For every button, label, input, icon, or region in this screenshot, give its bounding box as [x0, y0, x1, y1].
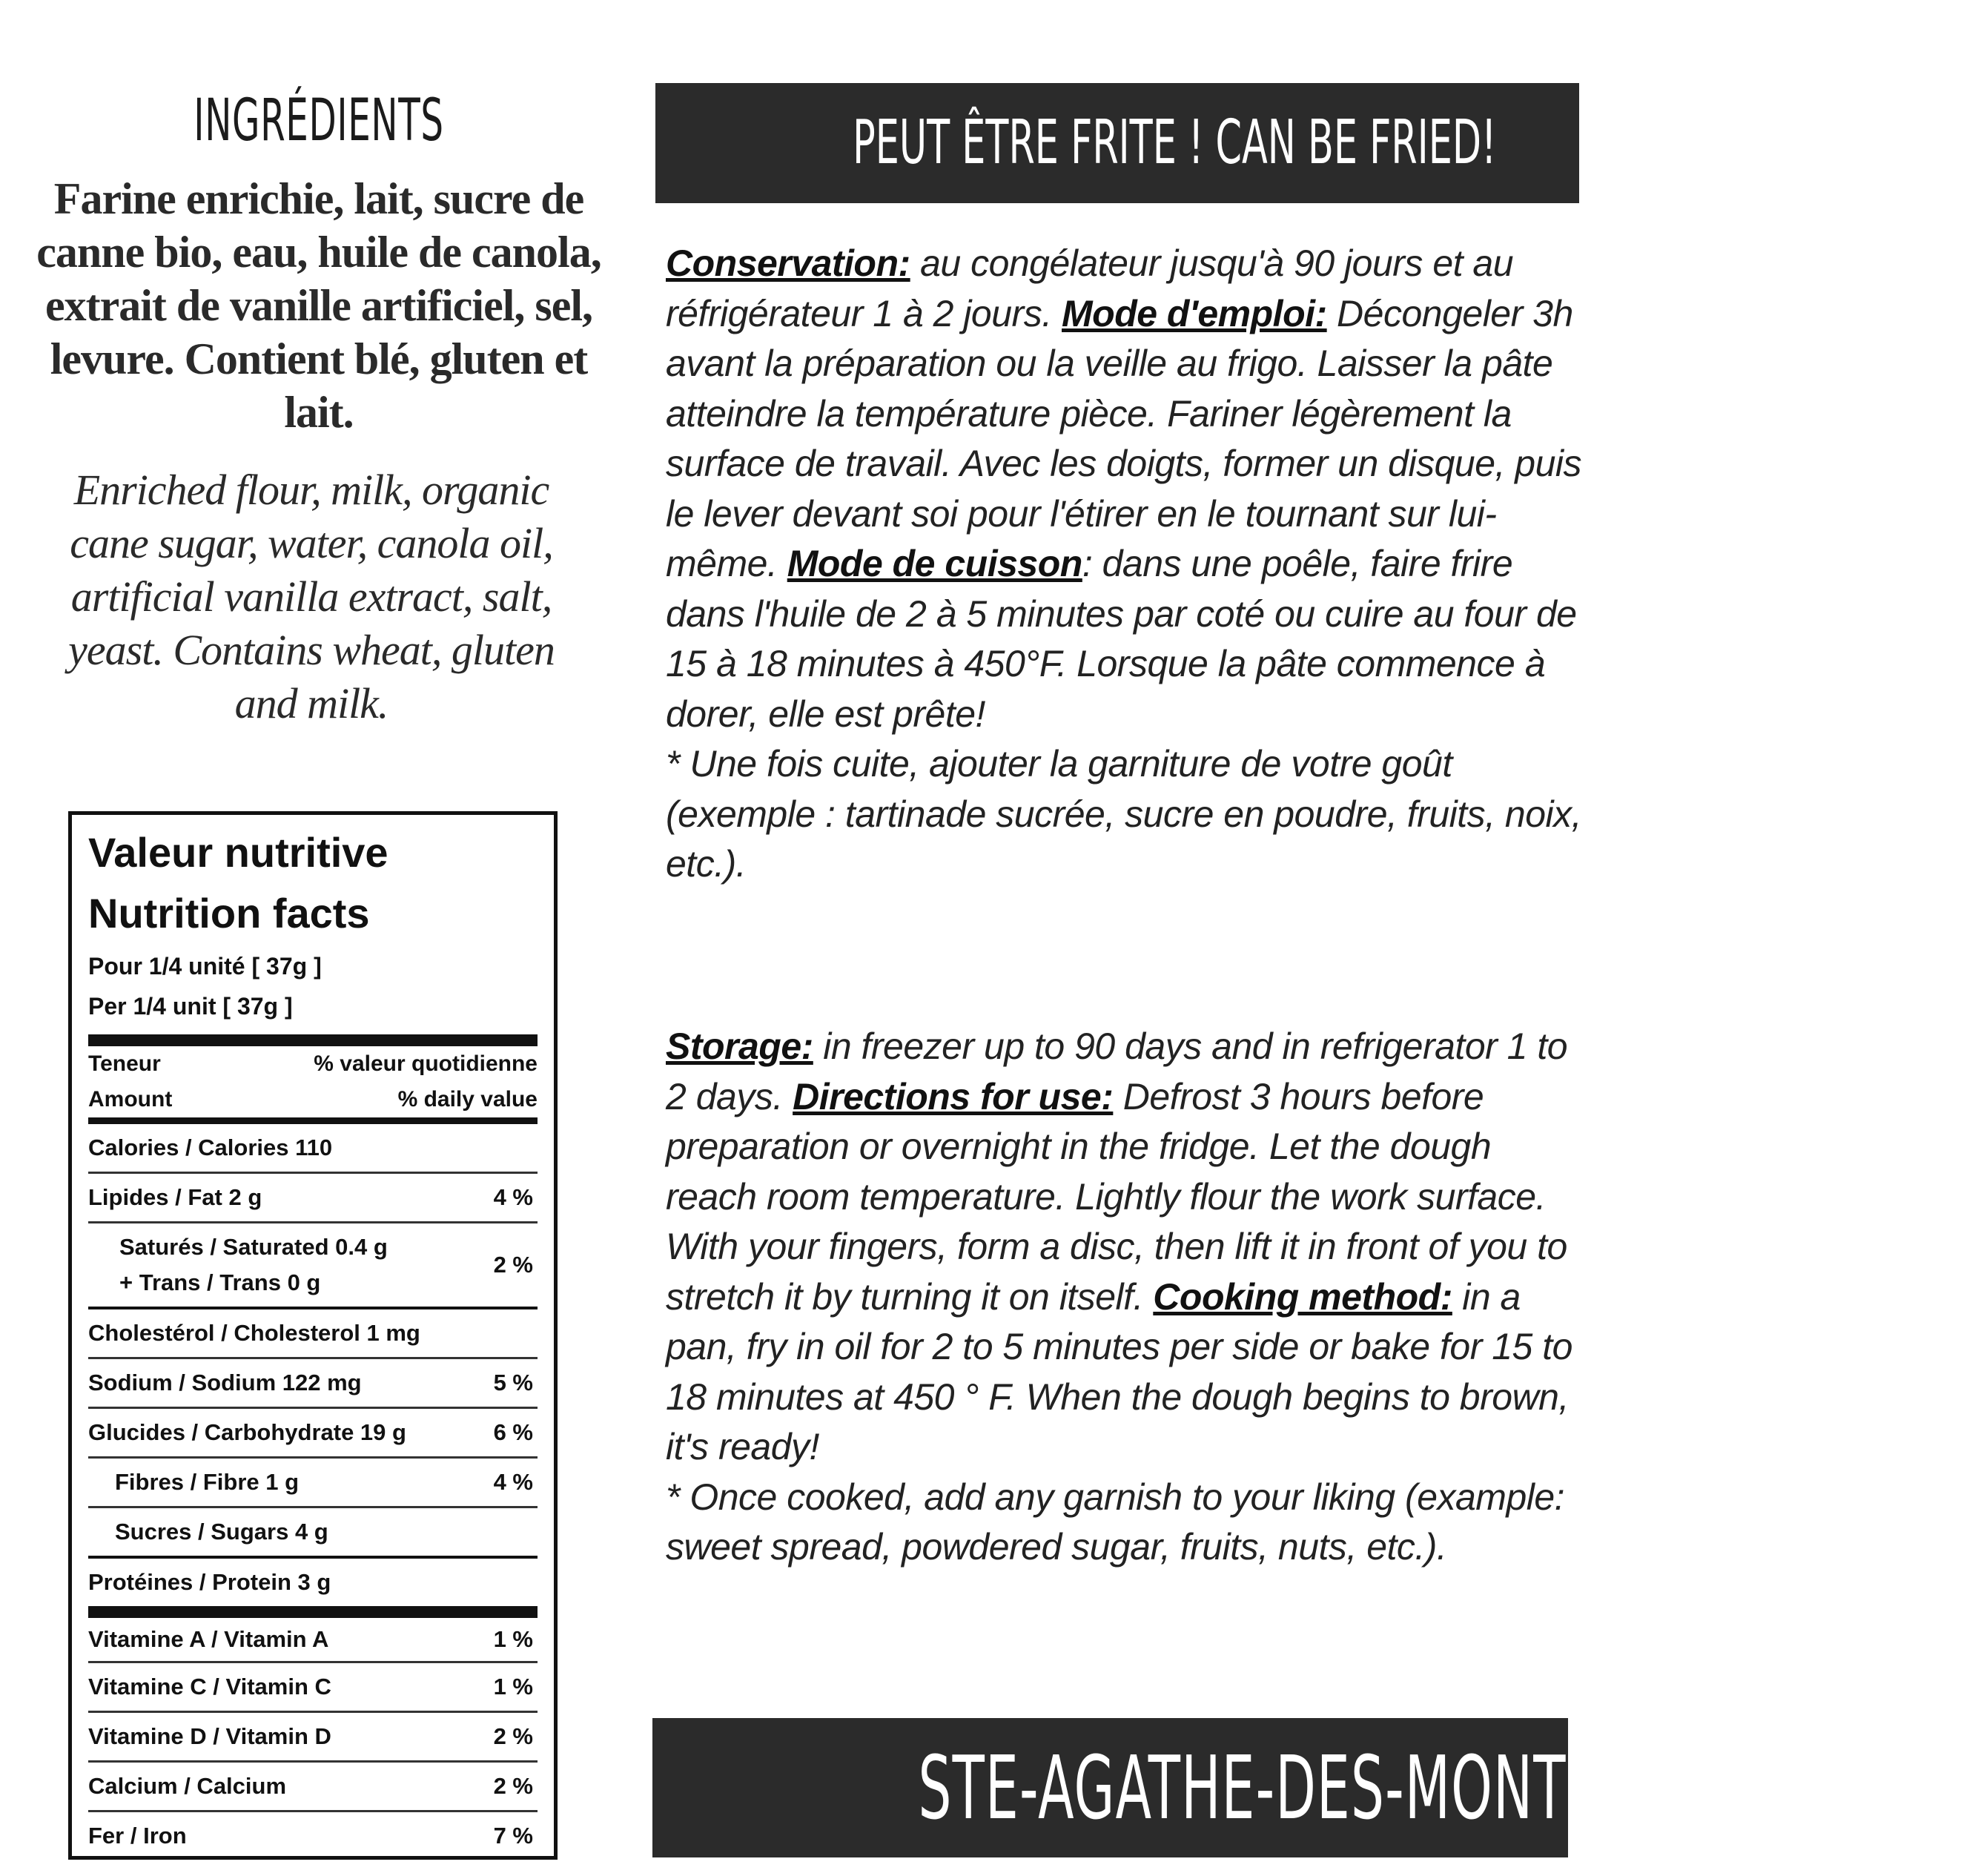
conservation-label: Conservation:	[666, 242, 910, 284]
storage-text: in freezer up to 90 days and in refrigerator 1 to 2 days.	[666, 1025, 1568, 1117]
storage-label: Storage:	[666, 1025, 813, 1067]
fibre-label: Fibres / Fibre 1 g	[115, 1469, 300, 1495]
calories-row	[88, 1124, 538, 1172]
vitamin-c-row	[88, 1661, 538, 1711]
serving-size-fr: Pour 1/4 unité [ 37g ]	[88, 953, 322, 980]
fibre-row	[88, 1456, 538, 1506]
location-banner	[652, 1718, 1716, 1857]
cholesterol-row	[88, 1307, 538, 1357]
sodium-dv: 5 %	[493, 1370, 533, 1396]
calcium-label: Calcium / Calcium	[88, 1773, 287, 1799]
vitamin-a-dv: 1 %	[493, 1626, 533, 1652]
english-note: * Once cooked, add any garnish to your liking (example: sweet spread, powdered sugar, fruits, nuts, etc.).	[666, 1476, 1565, 1568]
vitamin-c-label: Vitamine C / Vitamin C	[88, 1674, 331, 1700]
calcium-dv: 2 %	[493, 1773, 533, 1799]
sodium-label: Sodium / Sodium 122 mg	[88, 1370, 362, 1396]
iron-row	[88, 1810, 538, 1860]
serving-size-en: Per 1/4 unit [ 37g ]	[88, 993, 293, 1020]
amount-header-fr: Teneur	[88, 1051, 161, 1076]
cuisson-text: : dans une poêle, faire frire dans l'huile de 2 à 5 minutes par coté ou cuire au four de 15 à 18 minutes à 450°F. Lorsque la pâte commence à dorer, elle est prête!	[666, 543, 1577, 735]
protein-row	[88, 1556, 538, 1606]
iron-label: Fer / Iron	[88, 1823, 187, 1849]
header-row-fr	[88, 1046, 538, 1082]
amount-header-en: Amount	[88, 1087, 173, 1112]
nutrition-title-fr: Valeur nutritive	[88, 829, 388, 876]
trans-label: + Trans / Trans 0 g	[119, 1269, 321, 1295]
location-banner-text: STE-AGATHE-DES-MONTS, QC	[918, 1737, 1716, 1839]
vitamin-d-row	[88, 1711, 538, 1760]
mode-emploi-text: Décongeler 3h avant la préparation ou la veille au frigo. Laisser la pâte atteindre la température pièce. Fariner légèrement la surface de travail. Avec les doigts, former un disque, puis le lever devant soi pour l'étirer en le tournant sur lui-même.	[666, 292, 1582, 584]
sodium-row	[88, 1357, 538, 1407]
directions-text: Defrost 3 hours before preparation or overnight in the fridge. Let the dough reach room temperature. Lightly flour the work surface. With your fingers, form a disc, then lift it in front of you to stretch it by turning it on itself.	[666, 1075, 1567, 1318]
fried-banner	[655, 83, 1579, 203]
mode-emploi-label: Mode d'emploi:	[1062, 292, 1327, 334]
saturated-label: Saturés / Saturated 0.4 g	[119, 1234, 388, 1260]
carbohydrate-dv: 6 %	[493, 1419, 533, 1445]
dv-header-fr: % valeur quotidienne	[314, 1051, 538, 1076]
cooking-label: Cooking method:	[1153, 1275, 1452, 1318]
directions-label: Directions for use:	[793, 1075, 1114, 1117]
calcium-row	[88, 1760, 538, 1810]
vitamin-d-dv: 2 %	[493, 1723, 533, 1749]
sugars-row	[88, 1506, 538, 1556]
fried-banner-text: PEUT ÊTRE FRITE ! CAN BE FRIED!	[853, 108, 1497, 178]
nutrition-facts-table	[68, 811, 558, 1860]
calories-label: Calories / Calories 110	[88, 1134, 333, 1160]
saturated-row	[88, 1221, 538, 1307]
ingredients-title: INGRÉDIENTS	[194, 87, 444, 154]
cholesterol-label: Cholestérol / Cholesterol 1 mg	[88, 1320, 420, 1346]
vitamin-c-dv: 1 %	[493, 1674, 533, 1700]
saturated-dv: 2 %	[493, 1252, 533, 1278]
ingredients-french: Farine enrichie, lait, sucre de canne bio, eau, huile de canola, extrait de vanille artificiel, sel, levure. Contient blé, gluten et lait.	[36, 174, 601, 437]
carbohydrate-label: Glucides / Carbohydrate 19 g	[88, 1419, 406, 1445]
vitamin-a-row	[88, 1618, 538, 1661]
fat-label: Lipides / Fat 2 g	[88, 1184, 262, 1210]
conservation-text: au congélateur jusqu'à 90 jours et au réfrigérateur 1 à 2 jours.	[666, 242, 1514, 334]
vitamin-a-label: Vitamine A / Vitamin A	[88, 1626, 329, 1652]
nutrition-title-en: Nutrition facts	[88, 890, 370, 937]
english-instructions	[666, 1022, 1585, 1573]
iron-dv: 7 %	[493, 1823, 533, 1849]
vitamin-d-label: Vitamine D / Vitamin D	[88, 1723, 331, 1749]
header-row-en	[88, 1082, 538, 1117]
fat-dv: 4 %	[493, 1184, 533, 1210]
fat-row	[88, 1172, 538, 1221]
protein-label: Protéines / Protein 3 g	[88, 1569, 331, 1595]
carbohydrate-row	[88, 1407, 538, 1456]
cooking-text: in a pan, fry in oil for 2 to 5 minutes per side or bake for 15 to 18 minutes at 450 ° F. When the dough begins to brown, it's ready!	[666, 1275, 1572, 1467]
cuisson-label: Mode de cuisson	[787, 543, 1082, 584]
ingredients-english: Enriched flour, milk, organic cane sugar, water, canola oil, artificial vanilla extract, salt, yeast. Contains wheat, gluten and milk.	[68, 466, 555, 727]
fibre-dv: 4 %	[493, 1469, 533, 1495]
french-note: * Une fois cuite, ajouter la garniture de votre goût (exemple : tartinade sucrée, sucre en poudre, fruits, noix, etc.).	[666, 743, 1582, 885]
french-instructions	[666, 239, 1585, 890]
sugars-label: Sucres / Sugars 4 g	[115, 1519, 328, 1545]
dv-header-en: % daily value	[397, 1087, 538, 1112]
